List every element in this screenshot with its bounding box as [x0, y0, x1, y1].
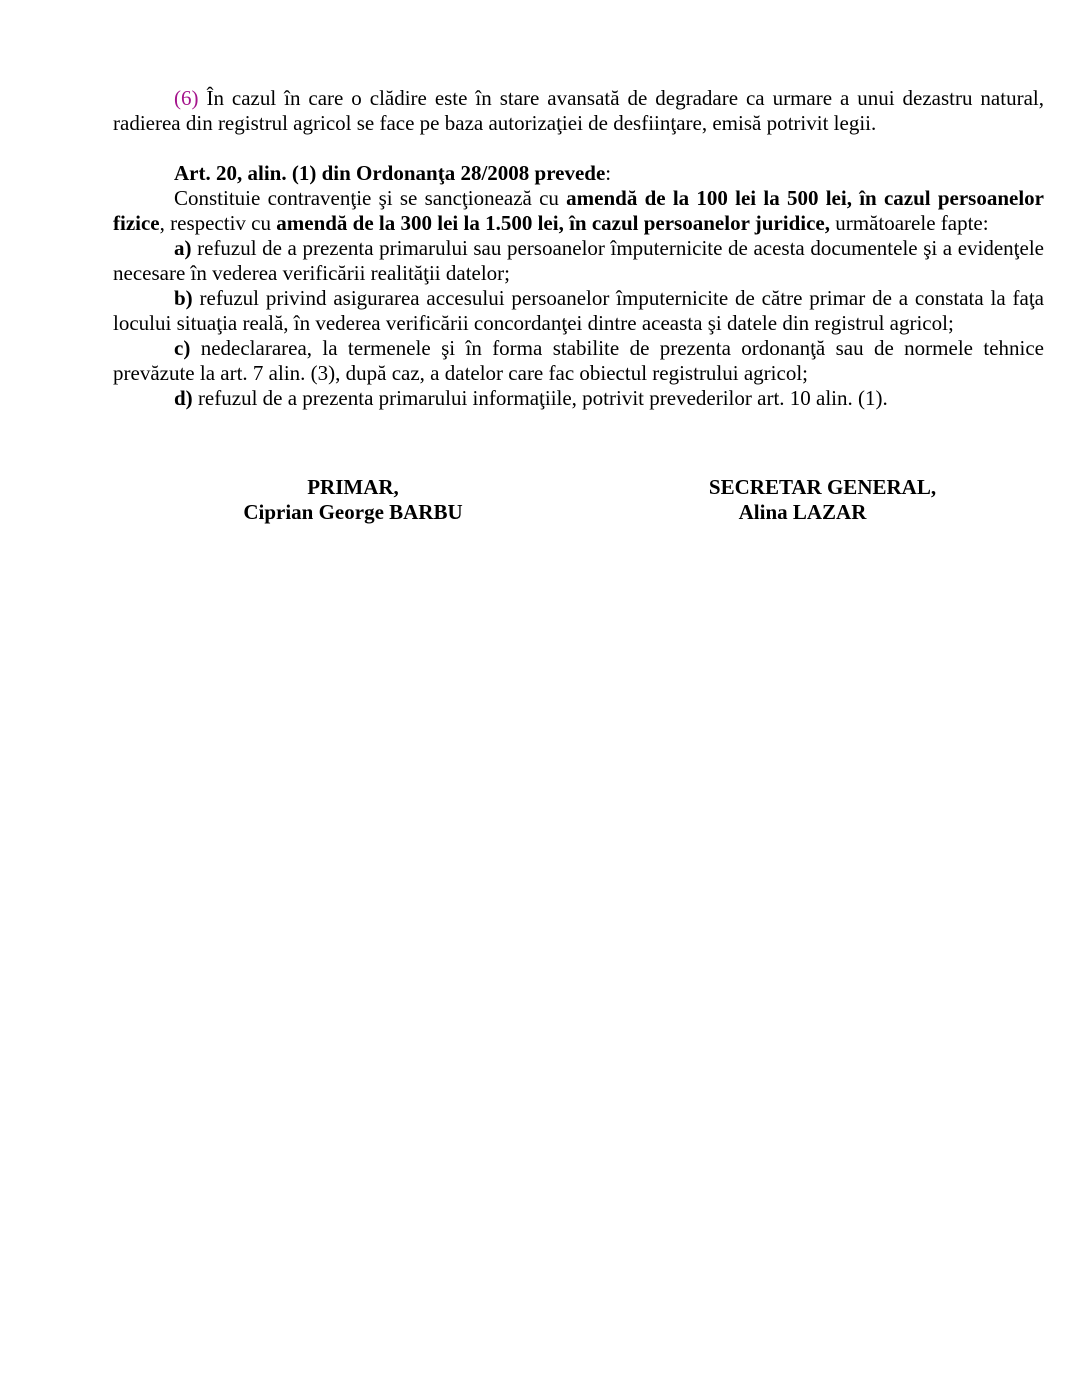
item-a-text: refuzul de a prezenta primarului sau persoanelor împuternicite de acesta documentele şi a evidenţele necesare în vederea verificării realităţii datelor;: [113, 236, 1044, 285]
item-b-text: refuzul privind asigurarea accesului persoanelor împuternicite de către primar de a constata la faţa locului situaţia reală, în vederea verificării concordanţei dintre aceasta şi datele din registrul agricol;: [113, 286, 1044, 335]
item-c: [113, 336, 1044, 386]
blank-line: [113, 136, 1044, 161]
document-body: [113, 86, 1044, 411]
item-a-marker: a): [174, 236, 192, 260]
signature-mayor-title: PRIMAR,: [307, 475, 399, 499]
paragraph-6-marker: (6): [174, 86, 199, 110]
signature-secretary: [700, 475, 945, 525]
article-heading: [113, 161, 1044, 186]
intro-paragraph: [113, 186, 1044, 236]
signature-secretary-name: Alina LAZAR: [738, 500, 867, 524]
article-heading-text: Art. 20, alin. (1) din Ordonanţa 28/2008 prevede: [174, 161, 606, 185]
intro-bold-fine-individuals: amendă de la 100 lei la 500 lei, în cazul persoanelor fizice: [113, 186, 1044, 235]
item-d: [113, 386, 1044, 411]
item-d-marker: d): [174, 386, 193, 410]
intro-part1: Constituie contravenţie şi se sancţionează cu: [174, 186, 567, 210]
article-heading-colon: :: [605, 161, 612, 185]
item-b: [113, 286, 1044, 336]
signature-mayor: [233, 475, 473, 525]
item-a: [113, 236, 1044, 286]
item-c-text: nedeclararea, la termenele şi în forma stabilite de prezenta ordonanţă sau de normele tehnice prevăzute la art. 7 alin. (3), după caz, a datelor care fac obiectul registrului agricol;: [113, 336, 1044, 385]
paragraph-6: [113, 86, 1044, 136]
intro-part2: , respectiv cu: [159, 211, 277, 235]
item-d-text: refuzul de a prezenta primarului informaţiile, potrivit prevederilor art. 10 alin. (1).: [192, 386, 888, 410]
intro-bold-fine-legal-entities: amendă de la 300 lei la 1.500 lei, în cazul persoanelor juridice,: [276, 211, 830, 235]
item-c-marker: c): [174, 336, 191, 360]
intro-part3: următoarele fapte:: [830, 211, 989, 235]
paragraph-6-text: În cazul în care o clădire este în stare avansată de degradare ca urmare a unui dezastru natural, radierea din registrul agricol se face pe baza autorizaţiei de desfiinţare, emisă potrivit legii.: [113, 86, 1044, 135]
signature-secretary-title: SECRETAR GENERAL,: [708, 475, 937, 499]
signature-mayor-name: Ciprian George BARBU: [243, 500, 463, 524]
item-b-marker: b): [174, 286, 193, 310]
